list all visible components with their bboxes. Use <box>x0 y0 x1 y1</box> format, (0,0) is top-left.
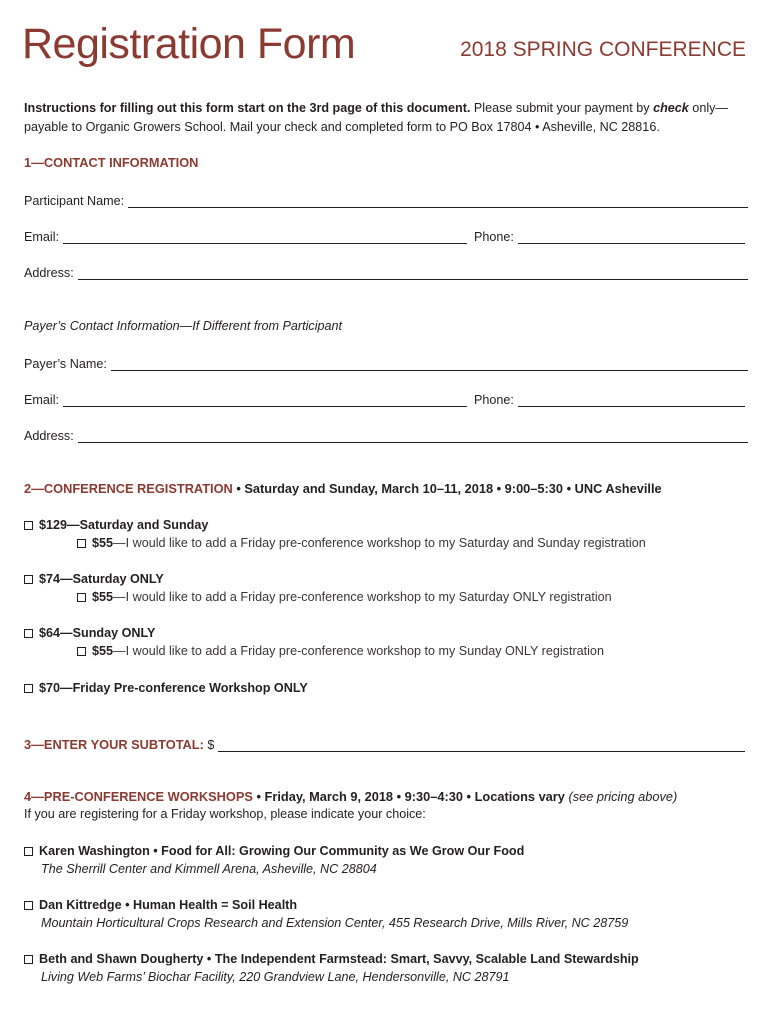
workshop-option[interactable] <box>24 844 524 858</box>
email-row <box>24 226 467 244</box>
workshop-option[interactable] <box>24 898 297 912</box>
address-row <box>24 262 748 280</box>
address-label: Address: <box>24 266 74 280</box>
checkbox-icon[interactable] <box>24 629 33 638</box>
phone-row <box>474 226 745 244</box>
email-field[interactable] <box>63 231 467 244</box>
payer-phone-row <box>474 389 745 407</box>
subtotal-currency: $ <box>203 738 215 752</box>
participant-name-field[interactable] <box>128 195 748 208</box>
option-sun-label: $64—Sunday ONLY <box>39 626 156 640</box>
participant-name-label: Participant Name: <box>24 194 125 208</box>
option-friday-label: $70—Friday Pre-conference Workshop ONLY <box>39 681 308 695</box>
option-sat-sun-label: $129—Saturday and Sunday <box>39 518 209 532</box>
email-label: Email: <box>24 230 59 244</box>
payer-name-label: Payer’s Name: <box>24 357 107 371</box>
payer-email-row <box>24 389 467 407</box>
workshop-location: Mountain Horticultural Crops Research and Extension Center, 455 Research Drive, Mills River, NC 28759 <box>41 916 629 930</box>
payer-email-label: Email: <box>24 393 59 407</box>
participant-name-row <box>24 190 748 208</box>
workshop-title: Karen Washington • Food for All: Growing Our Community as We Grow Our Food <box>39 844 525 858</box>
instructions-bold: Instructions for filling out this form start on the 3rd page of this document. <box>24 101 471 115</box>
section-contact-heading: 1—CONTACT INFORMATION <box>24 155 199 170</box>
addon-price: $55 <box>92 590 114 604</box>
addon-price: $55 <box>92 644 114 658</box>
subtotal-label: 3—ENTER YOUR SUBTOTAL: <box>24 737 204 752</box>
address-field[interactable] <box>78 267 748 280</box>
checkbox-icon[interactable] <box>24 684 33 693</box>
payer-address-label: Address: <box>24 429 74 443</box>
instructions <box>24 99 749 137</box>
page-title: Registration Form <box>22 20 356 68</box>
section-registration-title: 2—CONFERENCE REGISTRATION <box>24 481 233 496</box>
section-workshops-heading <box>24 789 677 804</box>
addon-sun[interactable] <box>77 644 604 658</box>
section-registration-heading <box>24 481 662 496</box>
addon-sat[interactable] <box>77 590 612 604</box>
phone-field[interactable] <box>518 231 745 244</box>
phone-label: Phone: <box>474 230 514 244</box>
option-sat-label: $74—Saturday ONLY <box>39 572 164 586</box>
section-workshops-title: 4—PRE-CONFERENCE WORKSHOPS <box>24 789 253 804</box>
instructions-text: Please submit your payment by <box>470 101 654 115</box>
subtotal-row <box>24 734 745 752</box>
workshop-option[interactable] <box>24 952 639 966</box>
addon-price: $55 <box>92 536 114 550</box>
payer-address-row <box>24 425 748 443</box>
checkbox-icon[interactable] <box>77 539 86 548</box>
instructions-check: check <box>653 101 689 115</box>
option-sat-sun[interactable] <box>24 518 208 532</box>
workshop-title: Beth and Shawn Dougherty • The Independent Farmstead: Smart, Savvy, Scalable Land Stewardship <box>39 952 639 966</box>
workshops-prompt: If you are registering for a Friday workshop, please indicate your choice: <box>24 807 426 821</box>
checkbox-icon[interactable] <box>24 955 33 964</box>
checkbox-icon[interactable] <box>24 847 33 856</box>
addon-text: —I would like to add a Friday pre-conference workshop to my Saturday ONLY registration <box>113 590 612 604</box>
workshop-title: Dan Kittredge • Human Health = Soil Health <box>39 898 298 912</box>
option-friday[interactable] <box>24 681 308 695</box>
payer-address-field[interactable] <box>78 430 748 443</box>
section-workshops-note: (see pricing above) <box>568 789 678 804</box>
subtotal-field[interactable] <box>218 739 745 752</box>
payer-heading: Payer’s Contact Information—If Different from Participant <box>24 319 343 333</box>
checkbox-icon[interactable] <box>77 593 86 602</box>
checkbox-icon[interactable] <box>77 647 86 656</box>
payer-phone-field[interactable] <box>518 394 745 407</box>
option-sun[interactable] <box>24 626 155 640</box>
payer-name-field[interactable] <box>111 358 748 371</box>
section-workshops-detail: • Friday, March 9, 2018 • 9:30–4:30 • Locations vary <box>252 789 569 804</box>
checkbox-icon[interactable] <box>24 521 33 530</box>
checkbox-icon[interactable] <box>24 575 33 584</box>
workshop-location: Living Web Farms’ Biochar Facility, 220 Grandview Lane, Hendersonville, NC 28791 <box>41 970 510 984</box>
payer-email-field[interactable] <box>63 394 467 407</box>
option-sat[interactable] <box>24 572 164 586</box>
addon-text: —I would like to add a Friday pre-conference workshop to my Sunday ONLY registration <box>113 644 604 658</box>
addon-text: —I would like to add a Friday pre-conference workshop to my Saturday and Sunday registration <box>113 536 646 550</box>
workshop-location: The Sherrill Center and Kimmell Arena, Asheville, NC 28804 <box>41 862 377 876</box>
page-subtitle: 2018 SPRING CONFERENCE <box>460 38 746 61</box>
checkbox-icon[interactable] <box>24 901 33 910</box>
payer-phone-label: Phone: <box>474 393 514 407</box>
section-registration-detail: • Saturday and Sunday, March 10–11, 2018 • 9:00–5:30 • UNC Asheville <box>232 481 662 496</box>
addon-sat-sun[interactable] <box>77 536 646 550</box>
payer-name-row <box>24 353 748 371</box>
instructions-text-2: only—payable to Organic Growers School. Mail your check and completed form to PO Box 17804 • Asheville, NC 28816. <box>24 101 729 134</box>
